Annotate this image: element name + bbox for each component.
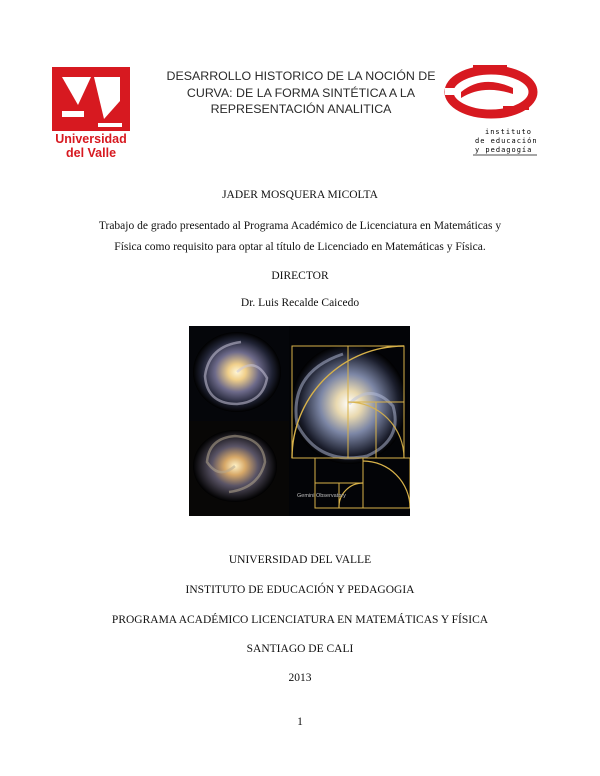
valle-emblem-icon [48,67,134,161]
logo-line1: Universidad [55,132,127,146]
university-name: UNIVERSIDAD DEL VALLE [228,554,372,566]
document-title [160,68,442,118]
institute-name: INSTITUTO DE EDUCACIÓN Y PEDAGOGIA [185,584,415,596]
galaxy-image-graphic [189,326,410,516]
director-name: Dr. Luis Recalde Caicedo [240,297,360,309]
year: 2013 [288,672,312,684]
title-line-3: REPRESENTACIÓN ANALITICA [210,102,392,116]
logo-line2: de educación [475,137,538,145]
page-number: 1 [297,716,303,728]
program-name: PROGRAMA ACADÉMICO LICENCIATURA EN MATEMÁTICAS Y FÍSICA [111,614,489,626]
title-line-2: CURVA: DE LA FORMA SINTÉTICA A LA [186,85,416,100]
logo-line1: instituto [485,128,532,136]
instituto-emblem-icon [443,62,539,160]
city: SANTIAGO DE CALI [246,643,354,655]
universidad-del-valle-logo [48,67,134,161]
description-line-1: Trabajo de grado presentado al Programa Académico de Licenciatura en Matemáticas y [98,220,502,232]
logo-line2: del Valle [65,146,117,160]
galaxy-golden-spiral-image [189,326,410,516]
description-line-2: Física como requisito para optar al título de Licenciado en Matemáticas y Física. [114,241,486,253]
title-line-1: DESARROLLO HISTORICO DE LA NOCIÓN DE [166,69,436,83]
instituto-educacion-pedagogia-logo [443,62,539,160]
director-label: DIRECTOR [271,270,329,282]
logo-line3: y pedagogía [475,146,533,154]
image-caption: Gemini Observatory [297,493,346,499]
author-name: JADER MOSQUERA MICOLTA [222,189,378,201]
